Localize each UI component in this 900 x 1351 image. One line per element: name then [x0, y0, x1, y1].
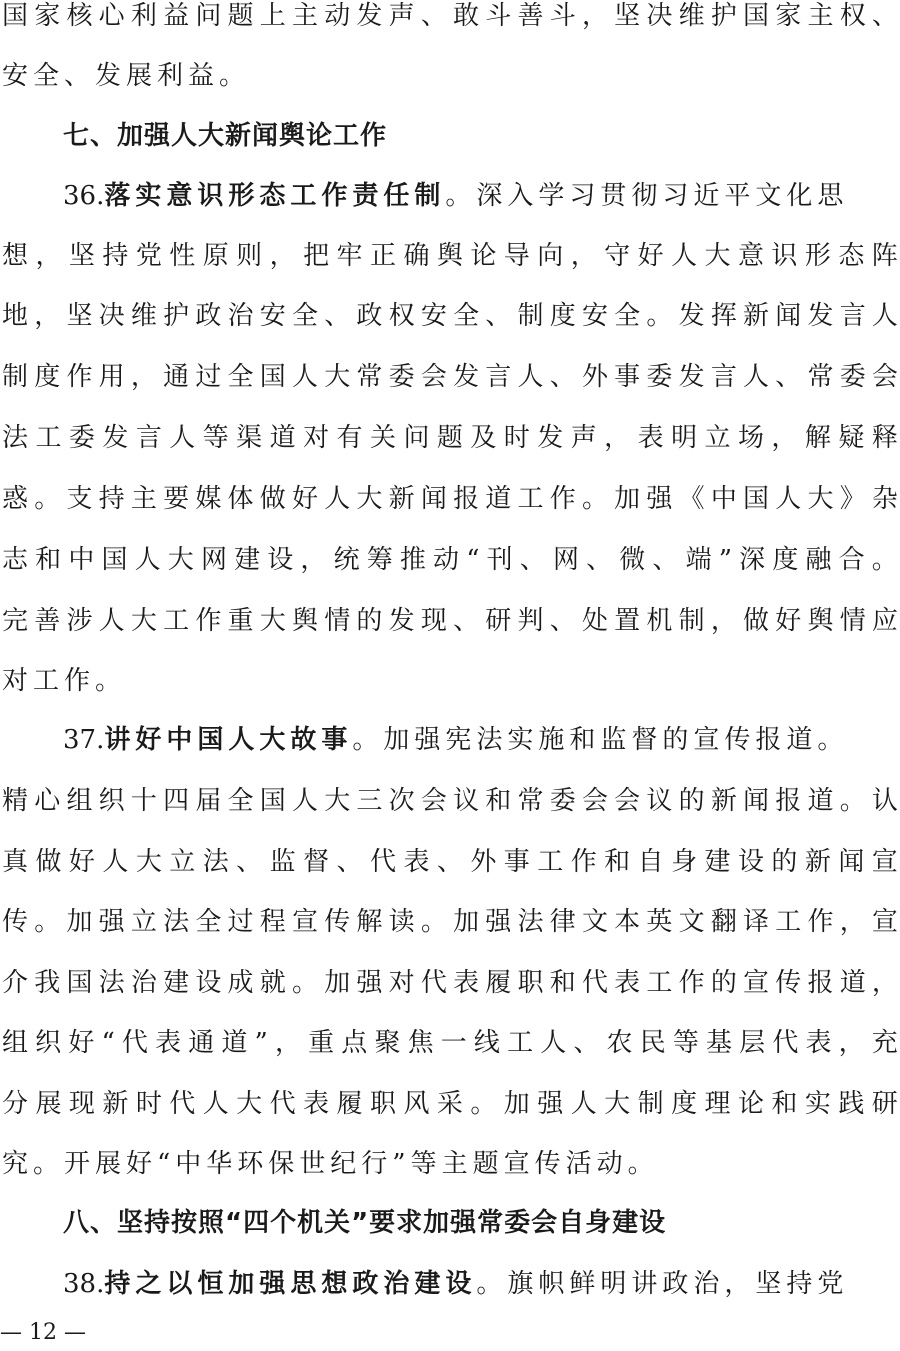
body-line: 地 ， 坚 决 维 护 政 治 安 全 、 政 权 安 全 、 制 度 安 全 。 发 挥 新 闻 发 言 人 [2, 301, 898, 331]
numbered-paragraph-36-first-line [63, 176, 898, 216]
item-text: 。旗帜鲜明讲政治，坚持党 [476, 1269, 849, 1299]
body-line: 完 善 涉 人 大 工 作 重 大 舆 情 的 发 现 、 研 判 、 处 置 机 制 ， 做 好 舆 情 应 [2, 606, 898, 636]
body-line: 对工作。 [2, 666, 127, 696]
body-line: 分 展 现 新 时 代 人 大 代 表 履 职 风 采 。 加 强 人 大 制 度 理 论 和 实 践 研 [2, 1089, 898, 1119]
section-heading: 八、坚持按照“四个机关”要求加强常委会自身建设 [63, 1208, 667, 1238]
body-line: 组 织 好 “ 代 表 通 道 ” ， 重 点 聚 焦 一 线 工 人 、 农 民 等 基 层 代 表 ， 充 [2, 1028, 898, 1058]
numbered-paragraph-37-first-line [63, 720, 898, 760]
item-lead: 讲好中国人大故事 [104, 725, 353, 755]
item-number: 38. [63, 1269, 105, 1299]
body-line: 传 。 加 强 立 法 全 过 程 宣 传 解 读 。 加 强 法 律 文 本 英 文 翻 译 工 作 ， 宣 [2, 907, 898, 937]
item-text: 。深入学习贯彻习近平文化思 [445, 181, 849, 211]
numbered-paragraph-38-first-line [63, 1264, 898, 1304]
body-line: 志 和 中 国 人 大 网 建 设 ， 统 筹 推 动 “ 刊 、 网 、 微 、 端 ” 深 度 融 合 。 [2, 545, 898, 575]
body-line: 法 工 委 发 言 人 等 渠 道 对 有 关 问 题 及 时 发 声 ， 表 明 立 场 ， 解 疑 释 [2, 423, 898, 453]
body-line: 精 心 组 织 十 四 届 全 国 人 大 三 次 会 议 和 常 委 会 会 议 的 新 闻 报 道 。 认 [2, 786, 898, 816]
body-line: 惑 。 支 持 主 要 媒 体 做 好 人 大 新 闻 报 道 工 作 。 加 强 《 中 国 人 大 》 杂 [2, 484, 898, 514]
body-line: 究。开展好“中华环保世纪行”等主题宣传活动。 [2, 1149, 659, 1179]
body-line: 真 做 好 人 大 立 法 、 监 督 、 代 表 、 外 事 工 作 和 自 身 建 设 的 新 闻 宣 [2, 847, 898, 877]
item-text: 。加强宪法实施和监督的宣传报道。 [352, 725, 849, 755]
page-number: — 12 — [0, 1320, 86, 1345]
item-lead: 持之以恒加强思想政治建设 [104, 1269, 477, 1299]
body-line: 想 ， 坚 持 党 性 原 则 ， 把 牢 正 确 舆 论 导 向 ， 守 好 人 大 意 识 形 态 阵 [2, 241, 898, 271]
section-heading: 七、加强人大新闻舆论工作 [63, 121, 388, 151]
item-number: 36. [63, 181, 105, 211]
body-line: 制 度 作 用 ， 通 过 全 国 人 大 常 委 会 发 言 人 、 外 事 委 发 言 人 、 常 委 会 [2, 362, 898, 392]
body-line: 介 我 国 法 治 建 设 成 就 。 加 强 对 代 表 履 职 和 代 表 工 作 的 宣 传 报 道 ， [2, 968, 898, 998]
item-number: 37. [63, 725, 105, 755]
body-line: 国 家 核 心 利 益 问 题 上 主 动 发 声 、 敢 斗 善 斗 ， 坚 决 维 护 国 家 主 权 、 [2, 1, 898, 31]
body-line: 安全、发展利益。 [2, 61, 251, 91]
item-lead: 落实意识形态工作责任制 [104, 181, 446, 211]
